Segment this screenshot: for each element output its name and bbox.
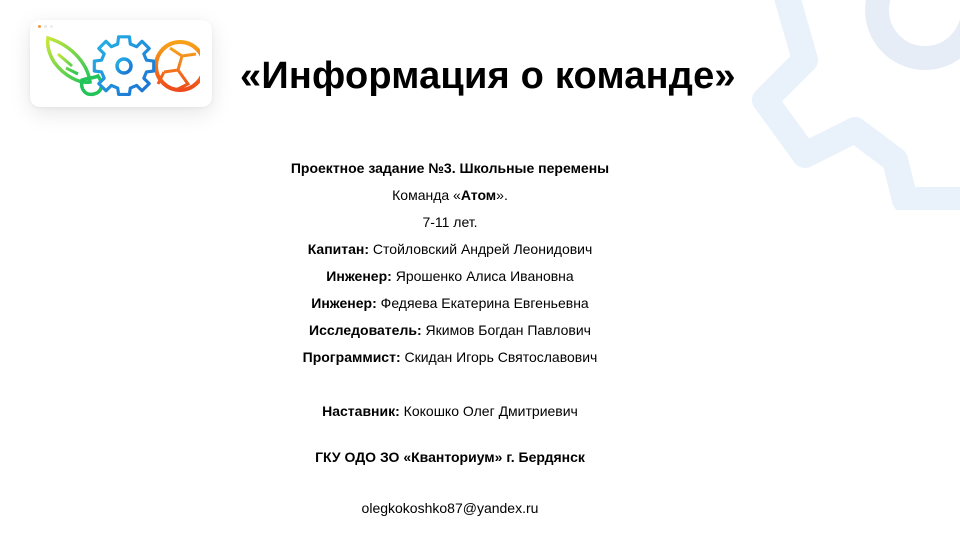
logo-dots (38, 25, 53, 28)
team-line: Команда «Атом». (392, 187, 508, 203)
background-gear-icon (745, 0, 960, 210)
logo-card (30, 20, 212, 107)
member-researcher: Исследователь: Якимов Богдан Павлович (309, 322, 591, 338)
kvantorium-logo-icon (44, 32, 200, 100)
age-range: 7-11 лет. (422, 214, 478, 230)
page-title: «Информация о команде» (240, 55, 736, 97)
team-name: Атом (460, 187, 497, 203)
email-link[interactable]: olegkokoshko87@yandex.ru (361, 500, 539, 516)
project-title: Проектное задание №3. Школьные перемены (290, 160, 610, 176)
team-info (250, 155, 650, 522)
member-programmer: Программист: Скидан Игорь Святославович (302, 349, 598, 365)
mentor: Наставник: Кокошко Олег Дмитриевич (322, 403, 578, 419)
member-engineer-1: Инженер: Ярошенко Алиса Ивановна (326, 268, 574, 284)
member-captain: Капитан: Стойловский Андрей Леонидович (307, 241, 593, 257)
organization: ГКУ ОДО ЗО «Кванториум» г. Бердянск (315, 449, 585, 465)
member-engineer-2: Инженер: Федяева Екатерина Евгеньевна (311, 295, 589, 311)
